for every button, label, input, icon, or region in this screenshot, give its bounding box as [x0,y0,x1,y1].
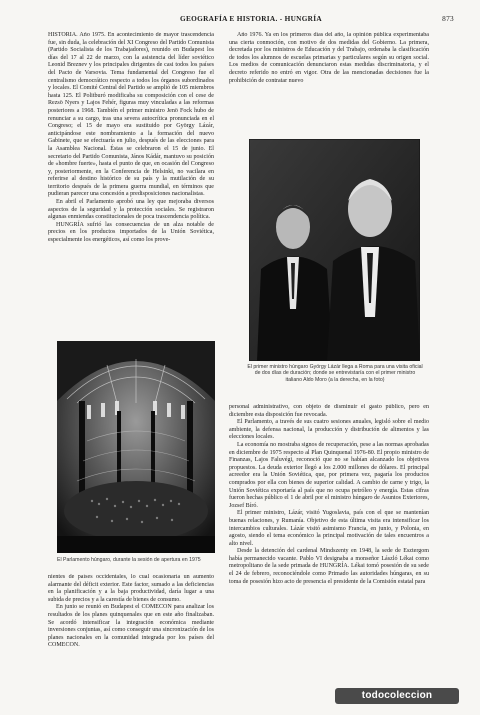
column-left-bottom [48,574,214,686]
column-left-top [48,32,214,337]
paragraph: Desde la detención del cardenal Mindszenty en 1948, la sede de Esztergom había permanecido vacante. Pablo VI designaba a monseñor László Lékai como metropolitano de la sede primada de HUNGRÍA. Lékai tomó posesión de su sede el 24 de febrero, reconociéndole como Primado las autoridades húngaras, en su toma de posesión hizo acto de presencia el presidente de la Comisión estatal para [229,548,429,585]
paragraph: HISTORIA. Año 1975. En acontecimiento de mayor trascendencia fue, sin duda, la celebración del XI Congreso del Partido Comunista (Partido Socialista de los Trabajadores), reunido en Budapest los días del 17 al 22 de marzo, con la asistencia del líder soviético Leonid Breznev y los principales dirigentes de casi todos los países del Pacto de Varsovia. Tema fundamental del Congreso fue el centralismo democrático respecto a todos los órganos subordinados y locales. El Comité Central del Partido se amplió de 105 miembros hasta 125. El Politburó modificaba su composición con el cese de Rezsö Nyers y Lajos Fehér, figuras muy vinculadas a las reformas posteriores a 1968. También el primer ministro Jenö Fock hubo de renunciar a su cargo, tras una severa autocrítica pronunciada en el Congreso; el 15 de mayo era sustituido por György Lázár, anticipándose este nombramiento a la formación del nuevo Gabinete, que se efectuaría en julio, después de las elecciones para la Asamblea Nacional. Éstas se celebraron el 15 de junio. El secretario del Partido Comunista, János Kádár, mantuvo su posición de «hombre fuerte», hasta el punto de que, en ocasión del Congreso y, posteriormente, en la Conferencia de Helsinki, no vacilara en referirse al destino histórico de su país y la mutilación de su territorio después de la primera guerra mundial, en términos que pudieran parecer una concesión a predisposiciones nacionalistas. [48,32,214,198]
ministers-illustration [249,139,420,361]
parliament-illustration [57,341,215,553]
paragraph: El primer ministro, Lázár, visitó Yugoslavia, país con el que se mantenían buenas relaciones, y Rumanía. Objetivo de esta última visita era intensificar los intercambios culturales. Lázár visitó asimismo Francia, en junio, y Polonia, en agosto, siendo el tema económico la principal motivación de tales encuentros a alto nivel. [229,510,429,547]
watermark-logo: todocoleccion [335,688,459,704]
header-title: GEOGRAFÍA E HISTORIA. - HUNGRÍA [180,14,322,23]
paragraph: En junio se reunió en Budapest el COMECON para analizar los resultados de los planes quinquenales que en este año finalizaban. Se acordó intensificar la integración económica mediante inversiones conjuntas, así como conseguir una sincronización de los planes nacionales en la comunidad integrada por los países del COMECON. [48,604,214,649]
running-header [48,14,454,26]
page-number: 873 [442,14,454,23]
paragraph: nientes de países occidentales, lo cual ocasionaría un aumento alarmante del déficit exterior. Este factor, sumado a las deficiencias en la planificación y a la baja productividad, daría lugar a una subida de precios y a la carestía de bienes de consumo. [48,574,214,603]
caption-parliament: El Parlamento húngaro, durante la sesión de apertura en 1975 [57,557,201,563]
paragraph: Año 1976. Ya en los primeros días del año, la opinión pública experimentaba una cierta conmoción, con motivo de dos medidas del Gobierno. La primera, decretada por los ministros de Educación y del Trabajo, ordenaba la clasificación de todos los alumnos de escuelas primarias y particulares según su origen social. Los medios de comunicación denunciaron estas medidas discriminatoria, y el decreto referido no entró en vigor. Otra de las mencionadas decisiones fue la prohibición de contratar nuevo [229,32,429,84]
column-right-top [229,32,429,136]
paragraph: La economía no mostraba signos de recuperación, pese a las normas aprobadas en diciembre de 1975 respecto al Plan Quinquenal 1976-80. El propio ministro de Finanzas, Lajos Faluvégi, reconoció que no se habían alcanzado los objetivos propuestos. La deuda exterior llegó a los 2.000 millones de dólares. El principal acreedor era la Unión Soviética, que, por primera vez, pagaría los productos comprados por ella con bienes de superior calidad. A cambio de carne y trigo, la Unión Soviética exportaría al país que no ocupa petróleo y energía. Estas cifras fueron hechas público el 1 de abril por el ministro húngaro de Asuntos Exteriores, Jozsef Bíró. [229,441,429,509]
column-right-bottom [229,404,429,686]
paragraph: HUNGRÍA sufrió las consecuencias de un alza notable de precios en los productos importados de la Unión Soviética, especialmente los energéticos, así como los prove- [48,221,214,244]
caption-ministers: El primer ministro húngaro György Lázár llega a Roma para una visita oficial de dos días de duración; donde se entrevistaría con el primer ministro italiano Aldo Moro (a la derecha, en la foto) [247,364,423,383]
paragraph: El Parlamento, a través de sus cuatro sesiones anuales, legisló sobre el medio ambiente, la defensa nacional, la producción y distribución de alimentos y las elecciones locales. [229,419,429,441]
ministers-photo [249,139,420,361]
parliament-photo [57,341,215,553]
paragraph: En abril el Parlamento aprobó una ley que mejoraba diversos aspectos de la seguridad y la protección sociales. Se registraron algunas enmiendas constitucionales de poca trascendencia política. [48,199,214,221]
paragraph: personal administrativo, con objeto de disminuir el gasto público, pero en diciembre esta disposición fue revocada. [229,404,429,418]
